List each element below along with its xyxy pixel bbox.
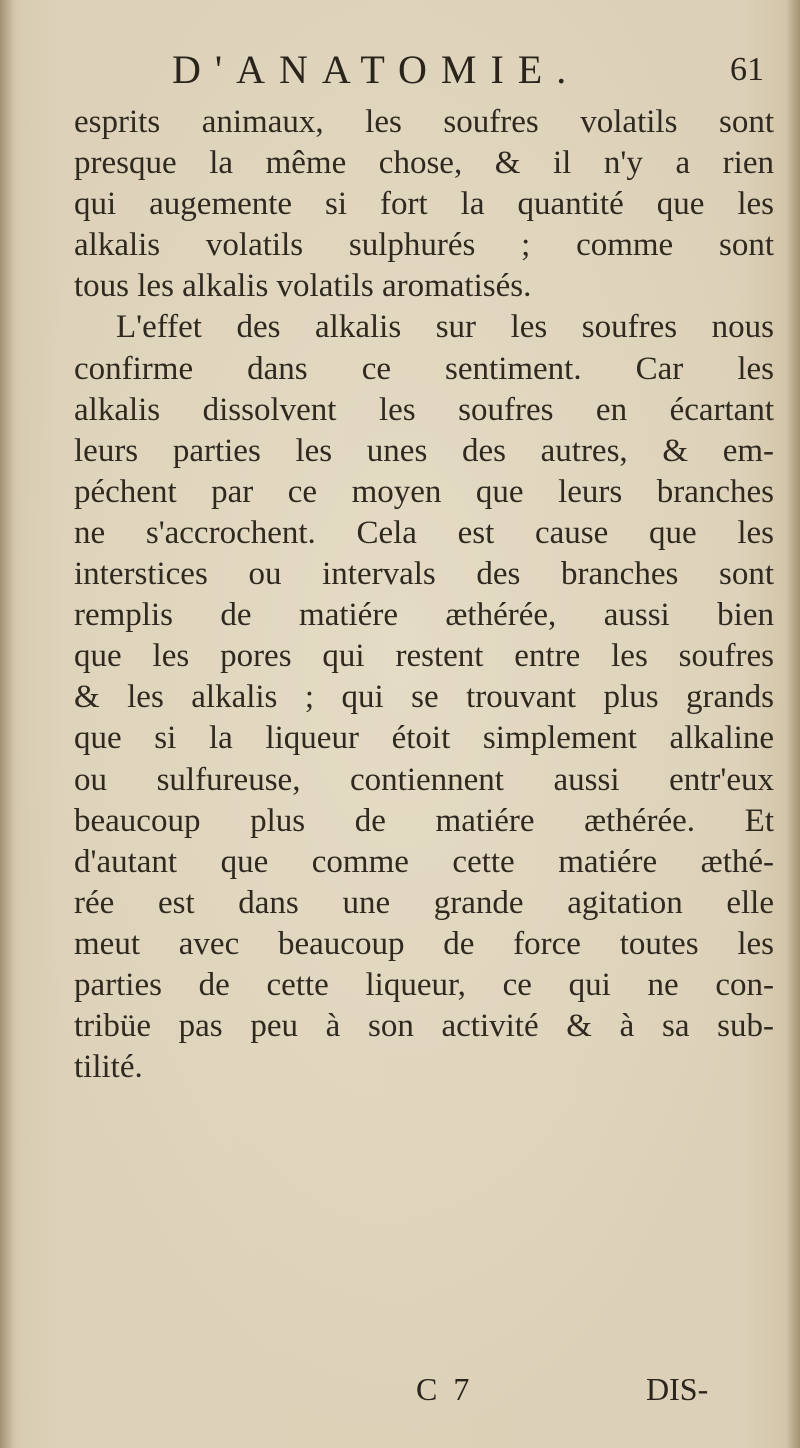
text-line: qui augemente si fort la quantité que les xyxy=(74,186,774,223)
page-edge-shadow-right xyxy=(786,0,800,1448)
text-line: d'autant que comme cette matiére æthé- xyxy=(74,843,774,880)
catchword: DIS- xyxy=(646,1371,709,1407)
page-number: 61 xyxy=(730,51,764,88)
text-line: remplis de matiére æthérée, aussi bien xyxy=(74,597,774,634)
text-line: L'effet des alkalis sur les soufres nous xyxy=(116,309,774,346)
body-text xyxy=(74,102,774,1088)
text-line: tous les alkalis volatils aromatisés. xyxy=(74,268,532,305)
page-footer xyxy=(0,1364,800,1414)
page-edge-shadow-left xyxy=(0,0,14,1448)
text-line: ou sulfureuse, contiennent aussi entr'eux xyxy=(74,761,774,798)
text-line: alkalis volatils sulphurés ; comme sont xyxy=(74,227,774,264)
text-line: confirme dans ce sentiment. Car les xyxy=(74,350,774,387)
text-line: meut avec beaucoup de force toutes les xyxy=(74,925,774,962)
text-line: ne s'accrochent. Cela est cause que les xyxy=(74,514,774,551)
text-line: tribüe pas peu à son activité & à sa sub- xyxy=(74,1008,774,1045)
text-line: leurs parties les unes des autres, & em- xyxy=(74,432,774,469)
text-line: parties de cette liqueur, ce qui ne con- xyxy=(74,966,774,1003)
text-line: alkalis dissolvent les soufres en écartant xyxy=(74,391,774,428)
text-line: & les alkalis ; qui se trouvant plus grands xyxy=(74,679,774,716)
text-line: interstices ou intervals des branches sont xyxy=(74,556,774,593)
text-line: que si la liqueur étoit simplement alkaline xyxy=(74,720,774,757)
signature-mark: C 7 xyxy=(416,1371,474,1407)
text-line: esprits animaux, les soufres volatils sont xyxy=(74,104,774,140)
text-line: beaucoup plus de matiére æthérée. Et xyxy=(74,802,774,839)
text-line: rée est dans une grande agitation elle xyxy=(74,884,774,921)
running-head: D'ANATOMIE. xyxy=(172,47,581,92)
text-line: presque la même chose, & il n'y a rien xyxy=(74,145,774,182)
text-line: péchent par ce moyen que leurs branches xyxy=(74,473,774,510)
text-line: que les pores qui restent entre les soufres xyxy=(74,638,774,675)
text-line: tilité. xyxy=(74,1049,143,1086)
page-header xyxy=(0,40,800,100)
